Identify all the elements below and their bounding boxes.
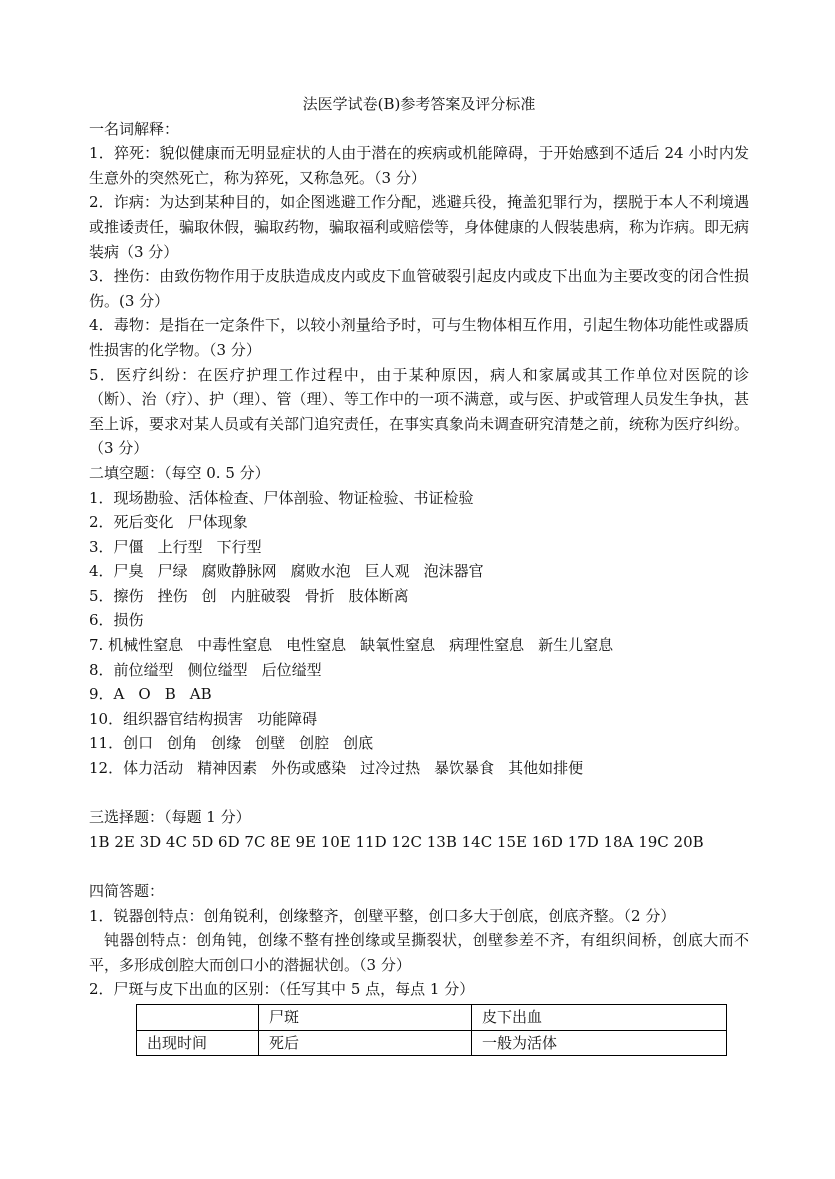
answer-term: 病理性窒息: [449, 636, 525, 655]
answer-term: 其他如排便: [508, 759, 584, 778]
fill-blank-item: [89, 731, 749, 756]
fill-blank-item: [89, 535, 749, 560]
table-header-cell: [137, 1004, 259, 1030]
answer-term: 创底: [343, 734, 374, 753]
choice-answers: 1B 2E 3D 4C 5D 6D 7C 8E 9E 10E 11D 12C 13B 14C 15E 16D 17D 18A 19C 20B: [89, 832, 704, 851]
answer-term: 骨折: [304, 586, 335, 605]
answer-term: 腐败静脉网: [201, 562, 277, 581]
item-number: 6．: [89, 611, 114, 630]
answer-term: 机械性窒息: [108, 636, 184, 655]
section4-heading: 四简答题：: [89, 882, 165, 900]
answer-term: 侧位缢型: [187, 660, 248, 679]
fill-blank-item: [89, 608, 749, 633]
answer-term: 前位缢型: [113, 660, 174, 679]
answer-term: 擦伤: [113, 586, 144, 605]
answer-term: 尸僵: [113, 537, 144, 556]
answer-term: 现场勘验、活体检查、尸体剖验、物证检验、书证检验: [113, 488, 474, 507]
answer-term: 缺氧性窒息: [360, 636, 436, 655]
short-answer-blunt-wound: 钝器创特点：创角钝，创缘不整有挫创缘或呈撕裂状，创壁参差不齐，有组织间桥，创底大而不平，多形成创腔大而创口小的潜掘状创。（3 分）: [89, 931, 749, 974]
answer-term: 创缘: [211, 734, 242, 753]
answer-term: 死后变化: [113, 513, 174, 532]
item-number: 10．: [89, 709, 124, 728]
answer-term: 过冷过热: [360, 759, 421, 778]
answer-term: 泡沫器官: [423, 562, 484, 581]
answer-term: 尸绿: [157, 562, 188, 581]
table-cell: 出现时间: [137, 1030, 259, 1056]
fill-blank-item: [89, 584, 749, 609]
answer-term: 功能障碍: [257, 709, 318, 728]
item-number: 11．: [89, 734, 124, 753]
answer-term: 创: [201, 586, 217, 605]
item-number: 5．: [89, 586, 114, 605]
table-cell: 一般为活体: [472, 1030, 727, 1056]
fill-blank-item: [89, 486, 749, 511]
answer-term: 内脏破裂: [230, 586, 291, 605]
answer-term: 上行型: [157, 537, 203, 556]
short-answer-sharp-wound: 1．锐器创特点：创角锐利，创缘整齐，创壁平整，创口多大于创底，创底齐整。（2 分）: [89, 906, 676, 925]
section1-heading: 一名词解释：: [89, 119, 180, 138]
spacer: [89, 781, 749, 806]
answer-term: AB: [189, 685, 212, 704]
answer-term: 创腔: [299, 734, 330, 753]
answer-term: A: [113, 685, 125, 704]
definition-item: 5．医疗纠纷：在医疗护理工作过程中，由于某种原因，病人和家属或其工作单位对医院的诊（断）、治（疗）、护（理）、管（理）、等工作中的一项不满意，或与医、护或管理人员发生争执，甚至上诉，要求对某人员或有关部门追究责任，在事实真象尚未调查研究清楚之前，统称为医疗纠纷。（3 分）: [89, 365, 750, 458]
fill-blank-item: [89, 682, 749, 707]
answer-term: B: [164, 685, 176, 704]
answer-term: 尸臭: [113, 562, 144, 581]
item-number: 8．: [89, 660, 114, 679]
fill-blank-item: [89, 707, 749, 732]
definition-item: 3．挫伤：由致伤物作用于皮肤造成皮内或皮下血管破裂引起皮内或皮下出血为主要改变的闭合性损伤。(3 分）: [89, 267, 749, 310]
spacer: [89, 854, 749, 879]
comparison-table: [136, 1004, 727, 1056]
answer-term: 巨人观: [364, 562, 410, 581]
item-number: 3．: [89, 537, 114, 556]
fill-blank-item: [89, 633, 749, 658]
answer-term: O: [138, 685, 151, 704]
answer-term: 电性窒息: [286, 636, 347, 655]
fill-blank-item: [89, 658, 749, 683]
answer-term: 精神因素: [197, 759, 258, 778]
answer-term: 创壁: [255, 734, 286, 753]
item-number: 4．: [89, 562, 114, 581]
answer-term: 中毒性窒息: [197, 636, 273, 655]
section2-heading: 二填空题：（每空 0. 5 分）: [89, 463, 270, 482]
item-number: 1．: [89, 488, 114, 507]
fill-blank-item: [89, 756, 749, 781]
item-number: 12．: [89, 759, 124, 778]
answer-term: 暴饮暴食: [434, 759, 495, 778]
answer-term: 新生儿窒息: [538, 636, 614, 655]
section3-heading: 三选择题：（每题 1 分）: [89, 808, 251, 827]
table-header-cell: 皮下出血: [472, 1004, 727, 1030]
answer-term: 损伤: [113, 611, 144, 630]
answer-term: 体力活动: [123, 759, 184, 778]
document-title: 法医学试卷(B)参考答案及评分标准: [302, 95, 536, 113]
fill-blank-list: [89, 486, 749, 781]
answer-term: 挫伤: [157, 586, 188, 605]
answer-term: 尸体现象: [187, 513, 248, 532]
table-row: [137, 1030, 727, 1056]
answer-term: 肢体断离: [348, 586, 409, 605]
short-answer-q2: 2．尸斑与皮下出血的区别：（任写其中 5 点，每点 1 分）: [89, 980, 475, 999]
definition-item: 2．诈病：为达到某种目的，如企图逃避工作分配，逃避兵役，掩盖犯罪行为，摆脱于本人不利境遇或推诿责任，骗取休假，骗取药物，骗取福利或赔偿等，身体健康的人假装患病，称为诈病。即无病装病（3 分）: [89, 193, 750, 261]
document-body: [89, 92, 749, 1056]
definition-item: 4．毒物：是指在一定条件下，以较小剂量给予时，可与生物体相互作用，引起生物体功能性或器质性损害的化学物。（3 分）: [89, 316, 749, 359]
table-header-cell: 尸斑: [259, 1004, 472, 1030]
answer-term: 外伤或感染: [271, 759, 347, 778]
fill-blank-item: [89, 559, 749, 584]
item-number: 9．: [89, 685, 114, 704]
answer-term: 组织器官结构损害: [123, 709, 244, 728]
fill-blank-item: [89, 510, 749, 535]
answer-term: 后位缢型: [261, 660, 322, 679]
answer-term: 创角: [167, 734, 198, 753]
table-cell: 死后: [259, 1030, 472, 1056]
definition-item: 1．猝死：貌似健康而无明显症状的人由于潜在的疾病或机能障碍，于开始感到不适后 24 小时内发生意外的突然死亡，称为猝死，又称急死。（3 分）: [89, 144, 749, 187]
answer-term: 腐败水泡: [290, 562, 351, 581]
item-number: 7.: [89, 636, 109, 655]
table-header-row: [137, 1004, 727, 1030]
item-number: 2．: [89, 513, 114, 532]
answer-term: 创口: [123, 734, 154, 753]
answer-term: 下行型: [216, 537, 262, 556]
